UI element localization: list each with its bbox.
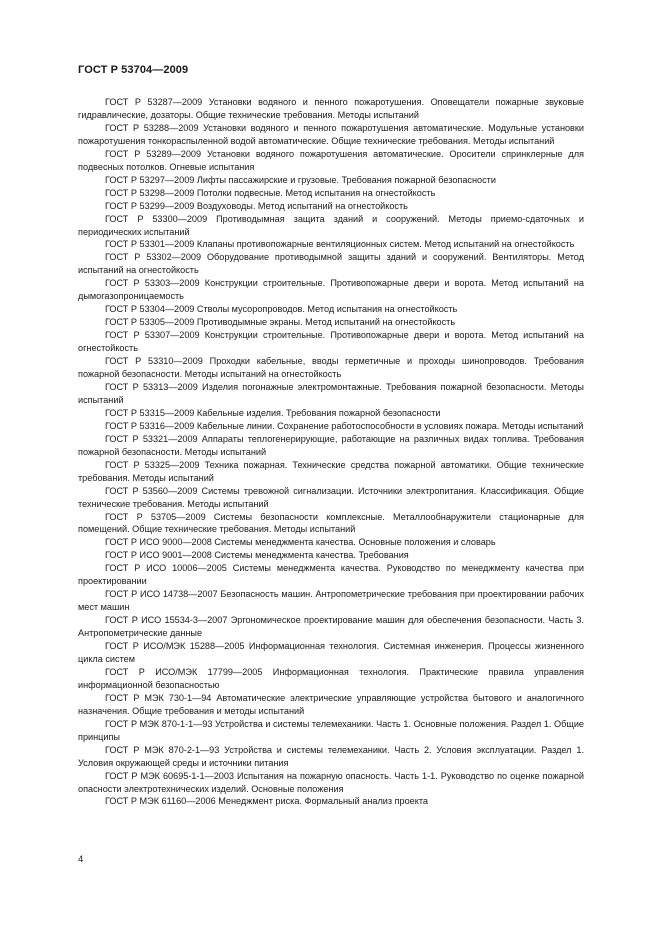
reference-item: ГОСТ Р 53560—2009 Системы тревожной сигнализации. Источники электропитания. Классификация. Общие технические требования. Методы испытаний bbox=[78, 485, 584, 509]
reference-item: ГОСТ Р ИСО 9000—2008 Системы менеджмента качества. Основные положения и словарь bbox=[105, 537, 496, 548]
reference-item: ГОСТ Р МЭК 870-2-1—93 Устройства и системы телемеханики. Часть 2. Условия эксплуатации. Раздел 1. Условия окружающей среды и источники питания bbox=[78, 744, 584, 768]
reference-item: ГОСТ Р МЭК 730-1—94 Автоматические электрические управляющие устройства бытового и аналогичного назначения. Общие требования и методы испытаний bbox=[78, 692, 584, 716]
normative-references-list bbox=[78, 96, 584, 808]
document-header: ГОСТ Р 53704—2009 bbox=[78, 64, 189, 76]
reference-item: ГОСТ Р МЭК 61160—2006 Менеджмент риска. Формальный анализ проекта bbox=[105, 796, 428, 807]
reference-item: ГОСТ Р ИСО 10006—2005 Системы менеджмента качества. Руководство по менеджменту качества при проектировании bbox=[78, 563, 584, 587]
reference-item: ГОСТ Р 53303—2009 Конструкции строительные. Противопожарные двери и ворота. Метод испытаний на дымогазопроницаемость bbox=[78, 278, 584, 302]
reference-item: ГОСТ Р 53301—2009 Клапаны противопожарные вентиляционных систем. Метод испытаний на огнестойкость bbox=[105, 239, 575, 250]
reference-item: ГОСТ Р 53289—2009 Установки водяного пожаротушения автоматические. Оросители спринклерные для подвесных потолков. Огневые испытания bbox=[78, 148, 584, 172]
reference-item: ГОСТ Р 53313—2009 Изделия погонажные электромонтажные. Требования пожарной безопасности. Методы испытаний bbox=[78, 381, 584, 405]
reference-item: ГОСТ Р 53315—2009 Кабельные изделия. Требования пожарной безопасности bbox=[105, 407, 441, 418]
reference-item: ГОСТ Р ИСО 14738—2007 Безопасность машин. Антропометрические требования при проектировании рабочих мест машин bbox=[78, 589, 584, 613]
reference-item: ГОСТ Р ИСО 15534-3—2007 Эргономическое проектирование машин для обеспечения безопасности. Часть 3. Антропометрические данные bbox=[78, 615, 584, 639]
reference-item: ГОСТ Р 53302—2009 Оборудование противодымной защиты зданий и сооружений. Вентиляторы. Метод испытаний на огнестойкость bbox=[78, 252, 584, 276]
reference-item: ГОСТ Р 53299—2009 Воздуховоды. Метод испытаний на огнестойкость bbox=[105, 200, 408, 211]
reference-item: ГОСТ Р 53705—2009 Системы безопасности комплексные. Металлообнаружители стационарные для помещений. Общие технические требования. Методы испытаний bbox=[78, 511, 584, 535]
reference-item: ГОСТ Р 53297—2009 Лифты пассажирские и грузовые. Требования пожарной безопасности bbox=[105, 174, 496, 185]
reference-item: ГОСТ Р 53307—2009 Конструкции строительные. Противопожарные двери и ворота. Метод испытаний на огнестойкость bbox=[78, 330, 584, 354]
page-number: 4 bbox=[78, 854, 84, 865]
reference-item: ГОСТ Р ИСО 9001—2008 Системы менеджмента качества. Требования bbox=[105, 550, 409, 561]
reference-item: ГОСТ Р 53287—2009 Установки водяного и пенного пожаротушения. Оповещатели пожарные звуковые гидравлические, дозаторы. Общие технические требования. Методы испытаний bbox=[78, 97, 584, 120]
reference-item: ГОСТ Р 53310—2009 Проходки кабельные, вводы герметичные и проходы шинопроводов. Требования пожарной безопасности. Методы испытаний на огнестойкость bbox=[78, 356, 584, 380]
reference-item: ГОСТ Р ИСО/МЭК 15288—2005 Информационная технология. Системная инженерия. Процессы жизненного цикла систем bbox=[78, 641, 584, 664]
reference-item: ГОСТ Р 53321—2009 Аппараты теплогенерирующие, работающие на различных видах топлива. Требования пожарной безопасности. Методы испытаний bbox=[78, 433, 584, 457]
reference-item: ГОСТ Р 53305—2009 Противодымные экраны. Метод испытаний на огнестойкость bbox=[105, 317, 456, 328]
reference-item: ГОСТ Р 53288—2009 Установки водяного и пенного пожаротушения автоматические. Модульные установки пожаротушения тонкораспыленной водой автоматические. Общие технические требования. Методы испытаний bbox=[78, 122, 584, 146]
reference-item: ГОСТ Р 53300—2009 Противодымная защита зданий и сооружений. Методы приемо-сдаточных и периодических испытаний bbox=[78, 213, 584, 237]
reference-item: ГОСТ Р 53325—2009 Техника пожарная. Технические средства пожарной автоматики. Общие технические требования. Методы испытаний bbox=[78, 459, 584, 483]
reference-item: ГОСТ Р 53298—2009 Потолки подвесные. Метод испытания на огнестойкость bbox=[105, 187, 436, 198]
reference-item: ГОСТ Р 53316—2009 Кабельные линии. Сохранение работоспособности в условиях пожара. Методы испытаний bbox=[105, 420, 584, 431]
reference-item: ГОСТ Р ИСО/МЭК 17799—2005 Информационная технология. Практические правила управления информационной безопасностью bbox=[78, 666, 584, 690]
reference-item: ГОСТ Р МЭК 870-1-1—93 Устройства и системы телемеханики. Часть 1. Основные положения. Раздел 1. Общие принципы bbox=[78, 718, 584, 742]
reference-item: ГОСТ Р МЭК 60695-1-1—2003 Испытания на пожарную опасность. Часть 1-1. Руководство по оценке пожарной опасности электротехнических изделий. Основные положения bbox=[78, 770, 584, 794]
reference-item: ГОСТ Р 53304—2009 Стволы мусоропроводов. Метод испытания на огнестойкость bbox=[105, 304, 458, 315]
